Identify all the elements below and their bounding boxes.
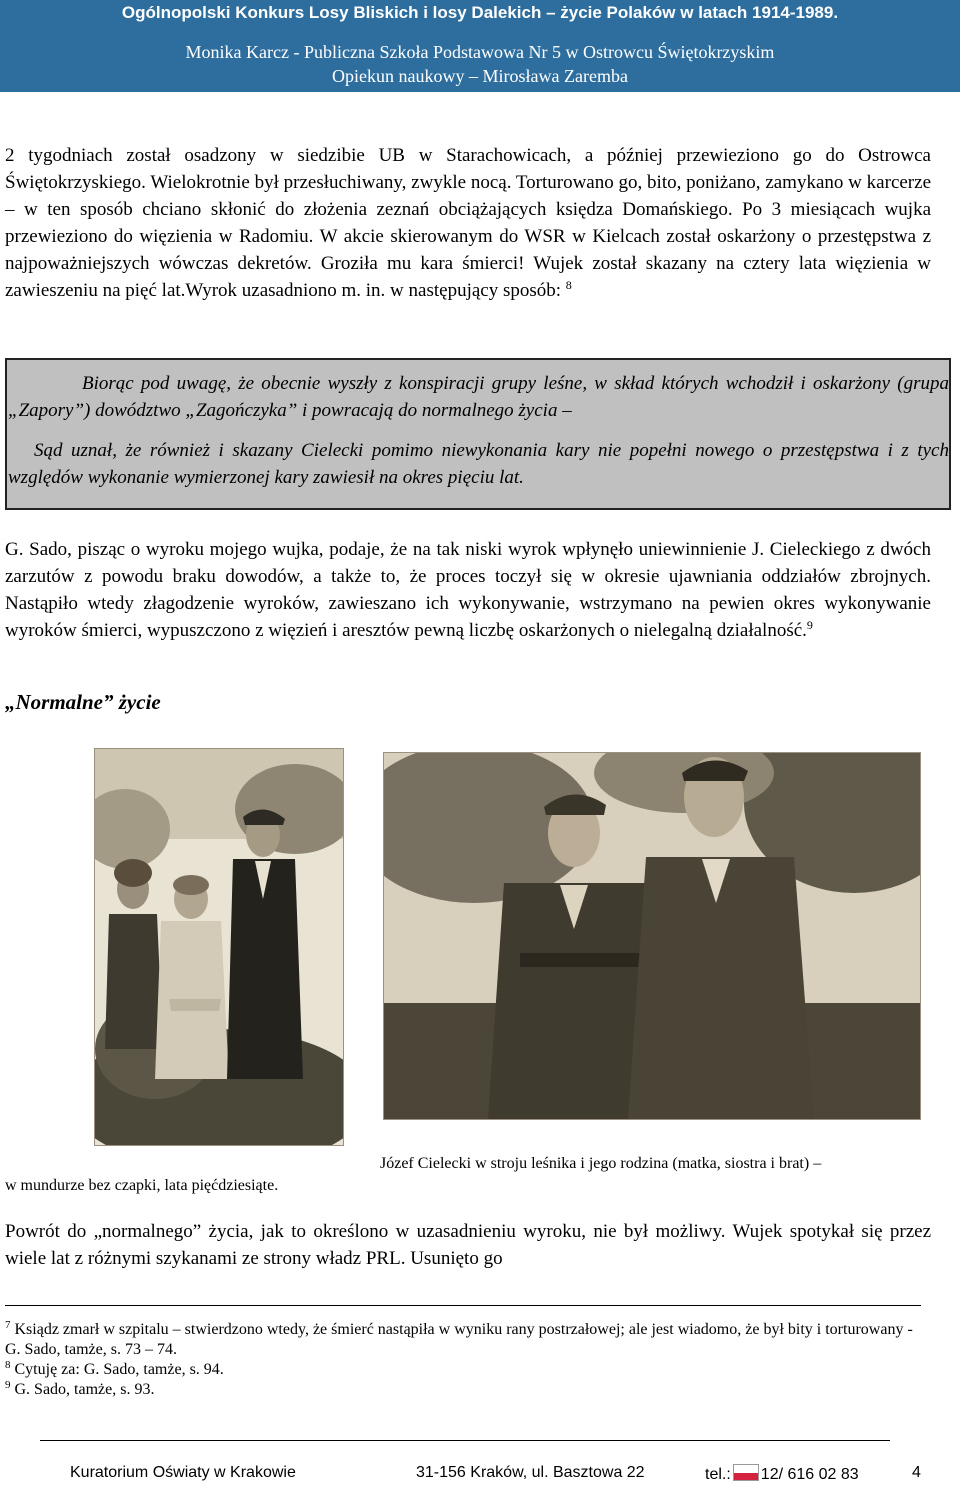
two-men-photo [383, 752, 921, 1120]
paragraph-trial [5, 142, 931, 304]
footnote-9 [5, 1380, 925, 1400]
footnote-ref-8[interactable]: 8 [565, 278, 572, 292]
footer-phone [705, 1464, 859, 1484]
paragraph-sentence [5, 536, 931, 644]
paragraph-sentence-text: G. Sado, pisząc o wyroku mojego wujka, podaje, że na tak niski wyrok wpłynęło uniewinnienie J. Cieleckiego z dwóch zarzutów z powodu braku dowodów, a także to, że proces toczył się w okresie ujawniania oddziałów zbrojnych. Nastąpiło wtedy złagodzenie wyroków, zawieszano ich wykonywanie, wstrzymano na pewien okres wykonywanie wyroków śmierci, wypuszczono z więzień i aresztów pewną liczbę oskarżonych o nielegalną działalność. [5, 539, 931, 641]
family-photo [94, 748, 344, 1146]
section-title: „Normalne” życie [5, 690, 161, 714]
footnote-separator [5, 1305, 921, 1306]
polish-flag-icon [733, 1464, 759, 1481]
footnote-8 [5, 1360, 925, 1380]
footnote-7 [5, 1320, 925, 1360]
author-line: Monika Karcz - Publiczna Szkoła Podstawowa Nr 5 w Ostrowcu Świętokrzyskim [185, 42, 775, 62]
footer-org: Kuratorium Oświaty w Krakowie [70, 1464, 296, 1481]
footnotes [5, 1320, 925, 1400]
footnote-number: 9 [5, 1379, 11, 1391]
verdict-quote [5, 358, 951, 510]
two-men-photo-image [384, 753, 920, 1119]
contest-title: Ogólnopolski Konkurs Losy Bliskich i losy Dalekich – życie Polaków w latach 1914-1989. [121, 3, 839, 22]
quote-paragraph-2: Sąd uznał, że również i skazany Cielecki pomimo niewykonania kary nie popełni nowego o przestępstwa i z tych względów wykonanie wymierzonej kary zawiesił na okres pięciu lat. [8, 440, 949, 488]
supervisor-line: Opiekun naukowy – Mirosława Zaremba [332, 66, 628, 86]
footer-tel-number: 12/ 616 02 83 [760, 1466, 859, 1483]
header-band [0, 0, 960, 92]
photo-caption-right: Józef Cielecki w stroju leśnika i jego rodzina (matka, siostra i brat) – [380, 1155, 822, 1172]
footnote-text: Ksiądz zmarł w szpitalu – stwierdzono wtedy, że śmierć nastąpiła w wyniku rany postrzałowej; ale jest wiadomo, że był bity i torturowany - G. Sado, tamże, s. 73 – 74. [5, 1321, 913, 1358]
footer-separator [40, 1440, 890, 1441]
footnote-text: Cytuję za: G. Sado, tamże, s. 94. [14, 1361, 224, 1378]
photo-caption-left: w mundurze bez czapki, lata pięćdziesiąte. [5, 1177, 279, 1194]
footnote-ref-9[interactable]: 9 [806, 618, 813, 632]
quote-paragraph-1: Biorąc pod uwagę, że obecnie wyszły z konspiracji grupy leśne, w skład których wchodził i oskarżony (grupa „Zapory”) dowództwo „Zagończyka” i powracają do normalnego życia – [8, 373, 949, 421]
paragraph-trial-text: 2 tygodniach został osadzony w siedzibie UB w Starachowicach, a później przewieziono go do Ostrowca Świętokrzyskiego. Wielokrotnie był przesłuchiwany, zwykle nocą. Torturowano go, bito, poniżano, zamykano w karcerze – w ten sposób chciano skłonić do złożenia zeznań obciążających księdza Domańskiego. Po 3 miesiącach wujka przewieziono do więzienia w Radomiu. W akcie skierowanym do WSR w Kielcach został oskarżony o przestępstwa z najpoważniejszych wówczas dekretów. Groziła mu kara śmierci! Wujek został skazany na cztery lata więzienia w zawieszeniu na pięć lat.Wyrok uzasadniono m. in. w następujący sposób: [5, 145, 931, 301]
footer-address: 31-156 Kraków, ul. Basztowa 22 [416, 1464, 645, 1481]
footer-tel-label: tel.: [705, 1466, 731, 1483]
footnote-number: 7 [5, 1319, 11, 1331]
footnote-text: G. Sado, tamże, s. 93. [14, 1381, 155, 1398]
family-photo-image [95, 749, 343, 1145]
footnote-number: 8 [5, 1359, 11, 1371]
paragraph-normal-life: Powrót do „normalnego” życia, jak to określono w uzasadnieniu wyroku, nie był możliwy. Wujek spotykał się przez wiele lat z różnymi szykanami ze strony władz PRL. Usunięto go [5, 1221, 931, 1269]
page-number: 4 [912, 1464, 921, 1481]
